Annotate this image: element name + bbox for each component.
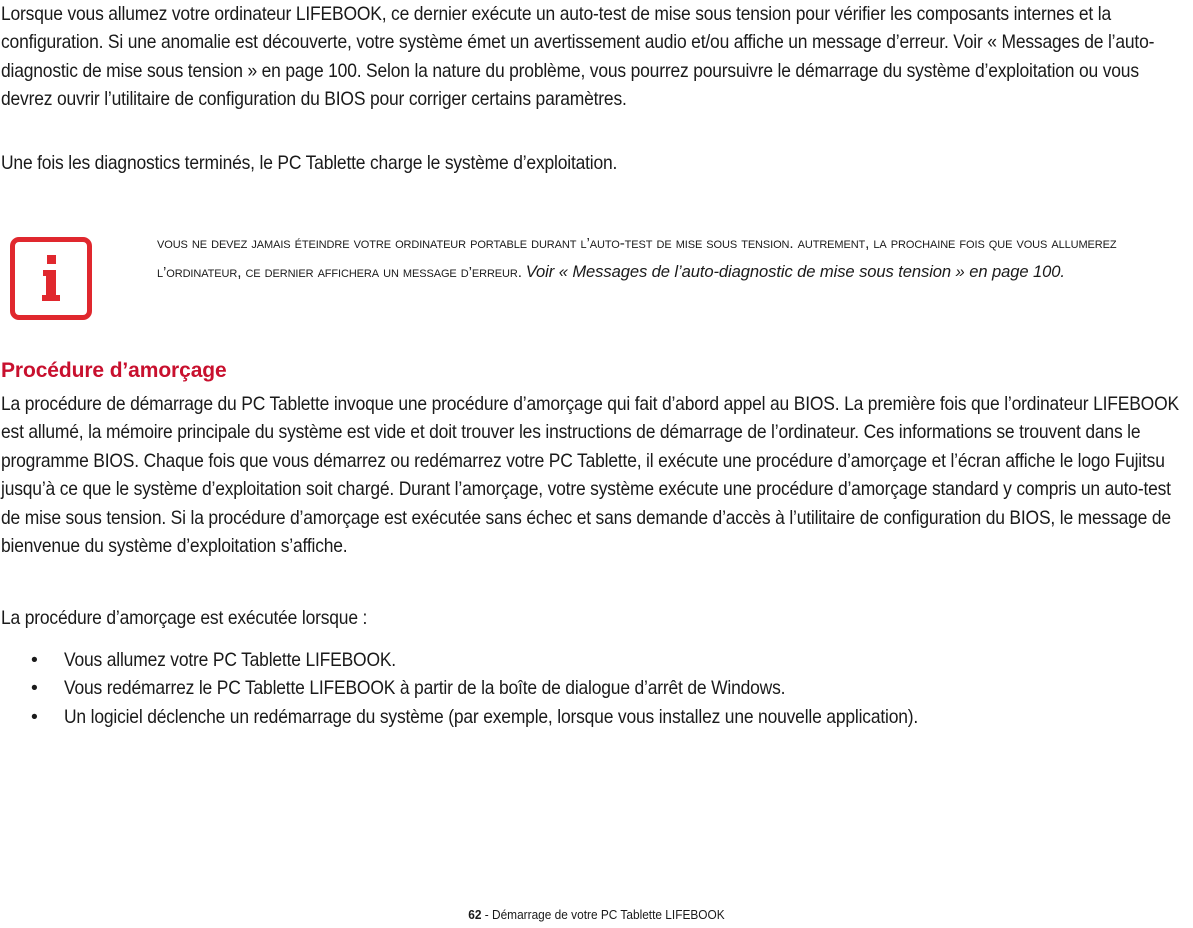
chapter-title: Démarrage de votre PC Tablette LIFEBOOK (492, 907, 725, 922)
page-footer (0, 907, 1193, 923)
notice-text-block (157, 230, 1187, 287)
boot-conditions-list (0, 646, 1193, 731)
bullet-icon: • (31, 649, 38, 671)
list-item (0, 703, 1193, 731)
list-item-text: Vous allumez votre PC Tablette LIFEBOOK. (64, 649, 396, 671)
list-item-text: Vous redémarrez le PC Tablette LIFEBOOK à partir de la boîte de dialogue d’arrêt de Windows. (64, 677, 786, 700)
page-number: 62 (468, 907, 482, 922)
list-item (0, 674, 1193, 702)
footer-separator: - (481, 907, 493, 922)
intro-paragraph-2: Une fois les diagnostics terminés, le PC Tablette charge le système d’exploitation. (1, 152, 618, 174)
info-icon-glyph (15, 242, 87, 315)
intro-paragraph-1: Lorsque vous allumez votre ordinateur LIFEBOOK, ce dernier exécute un auto-test de mise sous tension pour vérifier les composants internes et la configuration. Si une anomalie est découverte, votre système émet un avertissement audio et/ou affiche un message d’erreur. Voir « Messages de l’auto-diagnostic de mise sous tension » en page 100. Selon la nature du problème, vous pourrez poursuivre le démarrage du système d’exploitation ou vous devrez ouvrir l’utilitaire de configuration du BIOS pour corriger certains paramètres. (1, 3, 1155, 111)
section-paragraph-2: La procédure d’amorçage est exécutée lorsque : (1, 607, 368, 629)
list-item (0, 646, 1193, 674)
notice-reference-link[interactable]: Voir « Messages de l’auto-diagnostic de mise sous tension » en page 100. (525, 262, 1065, 281)
section-paragraph-1: La procédure de démarrage du PC Tablette invoque une procédure d’amorçage qui fait d’abord appel au BIOS. La première fois que l’ordinateur LIFEBOOK est allumé, la mémoire principale du système est vide et doit trouver les instructions de démarrage de l’ordinateur. Ces informations se trouvent dans le programme BIOS. Chaque fois que vous démarrez ou redémarrez votre PC Tablette, il exécute une procédure d’amorçage et l’écran affiche le logo Fujitsu jusqu’à ce que le système d’exploitation soit chargé. Durant l’amorçage, votre système exécute une procédure d’amorçage standard y compris un auto-test de mise sous tension. Si la procédure d’amorçage est exécutée sans échec et sans demande d’accès à l’utilitaire de configuration du BIOS, le message de bienvenue du système d’exploitation s’affiche. (1, 393, 1179, 558)
section-heading: Procédure d’amorçage (1, 359, 227, 382)
bullet-icon: • (31, 677, 38, 700)
info-icon (10, 237, 92, 320)
list-item-text: Un logiciel déclenche un redémarrage du système (par exemple, lorsque vous installez une nouvelle application). (64, 705, 919, 728)
notice-warning-text: vous ne devez jamais éteindre votre ordinateur portable durant l’auto-test de mise sous tension. autrement, la prochaine fois que vous allumerez l’ordinateur, ce dernier affichera un message d’erreur. (157, 235, 1117, 281)
bullet-icon: • (31, 705, 38, 728)
